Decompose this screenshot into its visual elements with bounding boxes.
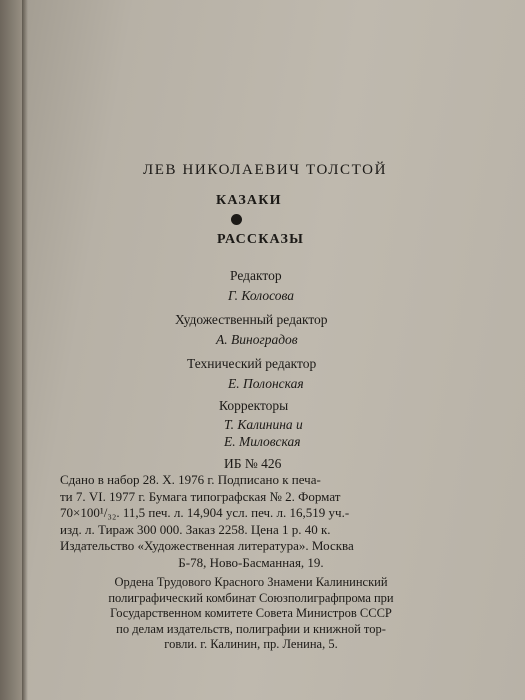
author-name: ЛЕВ НИКОЛАЕВИЧ ТОЛСТОЙ [143,162,388,178]
printer-line: по делам издательств, полиграфии и книжной тор- [116,621,386,636]
editor-role: Редактор [230,268,282,283]
imprint-line: Сдано в набор 28. X. 1976 г. Подписано к печа- [60,472,321,487]
tech-editor-name: Е. Полонская [228,376,304,391]
tech-editor-role: Технический редактор [187,356,317,371]
proofreader-name-2: Е. Миловская [224,434,301,449]
page-gutter [22,0,28,700]
imprint-line: Издательство «Художественная литература». Москва [60,538,354,553]
imprint-line: Б-78, Ново-Басманная, 19. [178,554,324,570]
proofreaders-role: Корректоры [219,398,289,413]
printer-line: полиграфический комбинат Союзполиграфпрома при [108,590,394,605]
book-title: КАЗАКИ [216,193,282,208]
editor-name: Г. Колосова [228,288,295,303]
imprint-line: 70×100¹/₃₂. 11,5 печ. л. 14,904 усл. печ. л. 16,519 уч.- [60,505,350,520]
book-subtitle: РАССКАЗЫ [217,232,305,247]
printer-line: говли. г. Калинин, пр. Ленина, 5. [164,637,338,651]
imprint-line: ти 7. VI. 1977 г. Бумага типографская № 2. Формат [60,488,341,504]
printer-line: Государственном комитете Совета Министров СССР [110,606,392,620]
art-editor-role: Художественный редактор [175,312,328,327]
ib-number: ИБ № 426 [224,456,282,471]
separator-bullet [231,214,242,225]
art-editor-name: А. Виноградов [216,332,298,347]
imprint-block [60,472,442,571]
proofreader-name-1: Т. Калинина и [224,417,303,432]
printer-line: Ордена Трудового Красного Знамени Калининский [114,575,388,589]
imprint-line: изд. л. Тираж 300 000. Заказ 2258. Цена 1 р. 40 к. [60,521,331,537]
printer-block [60,575,442,653]
